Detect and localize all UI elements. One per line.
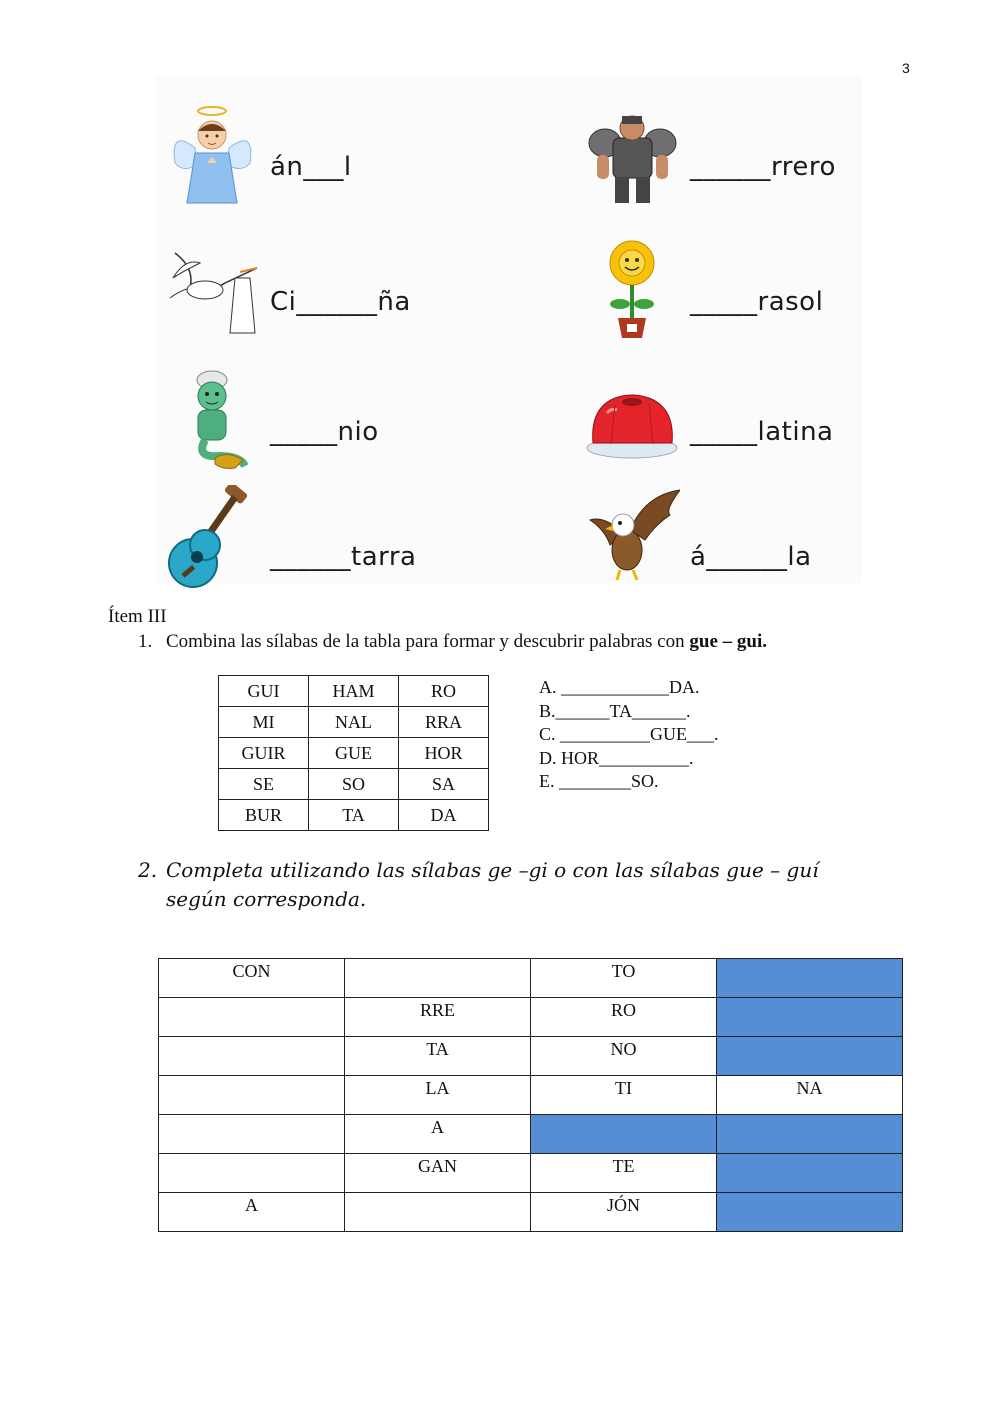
- picture-word: ______rrero: [690, 152, 836, 182]
- table-cell[interactable]: JÓN: [531, 1193, 717, 1232]
- instruction-text: Combina las sílabas de la tabla para formar y descubrir palabras con: [166, 631, 690, 652]
- angel-icon: [165, 103, 260, 208]
- table-cell: NAL: [309, 707, 399, 738]
- table-cell[interactable]: [159, 1037, 345, 1076]
- table-cell[interactable]: NO: [531, 1037, 717, 1076]
- table-cell: TA: [309, 800, 399, 831]
- table-row: [219, 769, 489, 800]
- instruction-number: 2.: [138, 858, 158, 882]
- picture-word: Ci______ña: [270, 287, 411, 317]
- table-cell[interactable]: A: [345, 1115, 531, 1154]
- picture-word: án___l: [270, 152, 352, 182]
- guitar-icon: [165, 485, 260, 590]
- sunflower-icon: [585, 238, 680, 343]
- answer-line-a[interactable]: A. ____________DA.: [539, 677, 700, 697]
- picture-item-genie: [155, 360, 505, 485]
- table-row: [219, 800, 489, 831]
- warrior-icon: [585, 103, 680, 208]
- picture-word: _____rasol: [690, 287, 824, 317]
- table-cell[interactable]: [159, 998, 345, 1037]
- table-cell[interactable]: [159, 1115, 345, 1154]
- table-cell[interactable]: RRE: [345, 998, 531, 1037]
- table-cell: HOR: [399, 738, 489, 769]
- table-row: [219, 676, 489, 707]
- table-cell[interactable]: NA: [717, 1076, 903, 1115]
- table-row: [159, 1154, 903, 1193]
- table-cell: RRA: [399, 707, 489, 738]
- table-cell[interactable]: GAN: [345, 1154, 531, 1193]
- table-cell[interactable]: LA: [345, 1076, 531, 1115]
- shaded-cell: [717, 1193, 903, 1232]
- genie-icon: [165, 368, 260, 473]
- answer-lines: [539, 676, 719, 794]
- instruction-bold: gue – gui.: [689, 631, 767, 652]
- item-title: Ítem III: [108, 606, 167, 627]
- answer-line-e[interactable]: E. ________SO.: [539, 771, 659, 791]
- table-cell: GUI: [219, 676, 309, 707]
- table-row: [219, 707, 489, 738]
- table-row: [159, 959, 903, 998]
- table-cell: SA: [399, 769, 489, 800]
- instruction-text-line1: Completa utilizando las sílabas ge –gi o con las sílabas gue – guí: [166, 858, 819, 882]
- table-cell: HAM: [309, 676, 399, 707]
- picture-word: _____latina: [690, 417, 834, 447]
- shaded-cell: [717, 1037, 903, 1076]
- table-cell[interactable]: [159, 1154, 345, 1193]
- picture-word: á______la: [690, 542, 812, 572]
- answer-line-c[interactable]: C. __________GUE___.: [539, 724, 719, 744]
- picture-item-warrior: [575, 95, 925, 220]
- page-number: 3: [902, 60, 910, 76]
- picture-panel: [155, 75, 862, 583]
- table-row: [219, 738, 489, 769]
- instruction-number: 1.: [138, 631, 153, 652]
- picture-item-angel: [155, 95, 505, 220]
- gelatin-icon: [585, 368, 680, 473]
- table-cell[interactable]: TA: [345, 1037, 531, 1076]
- table-cell: DA: [399, 800, 489, 831]
- instruction-1: [138, 631, 767, 653]
- table-cell[interactable]: TO: [531, 959, 717, 998]
- picture-word: _____nio: [270, 417, 379, 447]
- table-cell[interactable]: TE: [531, 1154, 717, 1193]
- stork-icon: [165, 238, 260, 343]
- instruction-2: [138, 856, 938, 914]
- picture-item-eagle: [575, 485, 925, 610]
- table-cell[interactable]: A: [159, 1193, 345, 1232]
- answer-line-b[interactable]: B.______TA______.: [539, 700, 691, 721]
- table-cell: SO: [309, 769, 399, 800]
- table-cell[interactable]: RO: [531, 998, 717, 1037]
- picture-word: ______tarra: [270, 542, 417, 572]
- table-row: [159, 1076, 903, 1115]
- shaded-cell: [717, 1115, 903, 1154]
- table-cell: SE: [219, 769, 309, 800]
- table-cell[interactable]: [159, 1076, 345, 1115]
- table-cell[interactable]: [345, 959, 531, 998]
- table-cell: GUE: [309, 738, 399, 769]
- table-cell[interactable]: TI: [531, 1076, 717, 1115]
- shaded-cell: [717, 1154, 903, 1193]
- shaded-cell: [717, 959, 903, 998]
- answer-line-d[interactable]: D. HOR__________.: [539, 747, 694, 768]
- shaded-cell: [717, 998, 903, 1037]
- table-cell[interactable]: CON: [159, 959, 345, 998]
- picture-item-sunflower: [575, 230, 925, 355]
- picture-item-guitar: [155, 485, 505, 610]
- table-row: [159, 998, 903, 1037]
- picture-item-stork: [155, 230, 505, 355]
- table-cell: MI: [219, 707, 309, 738]
- instruction-text-line2: según corresponda.: [166, 887, 367, 911]
- table-cell: RO: [399, 676, 489, 707]
- eagle-icon: [585, 485, 680, 590]
- table-cell[interactable]: [345, 1193, 531, 1232]
- table-row: [159, 1115, 903, 1154]
- table-cell: BUR: [219, 800, 309, 831]
- picture-item-gelatin: [575, 360, 925, 485]
- shaded-cell: [531, 1115, 717, 1154]
- table-row: [159, 1037, 903, 1076]
- fill-in-table: [158, 958, 903, 1232]
- syllable-table: [218, 675, 489, 831]
- table-cell: GUIR: [219, 738, 309, 769]
- table-row: [159, 1193, 903, 1232]
